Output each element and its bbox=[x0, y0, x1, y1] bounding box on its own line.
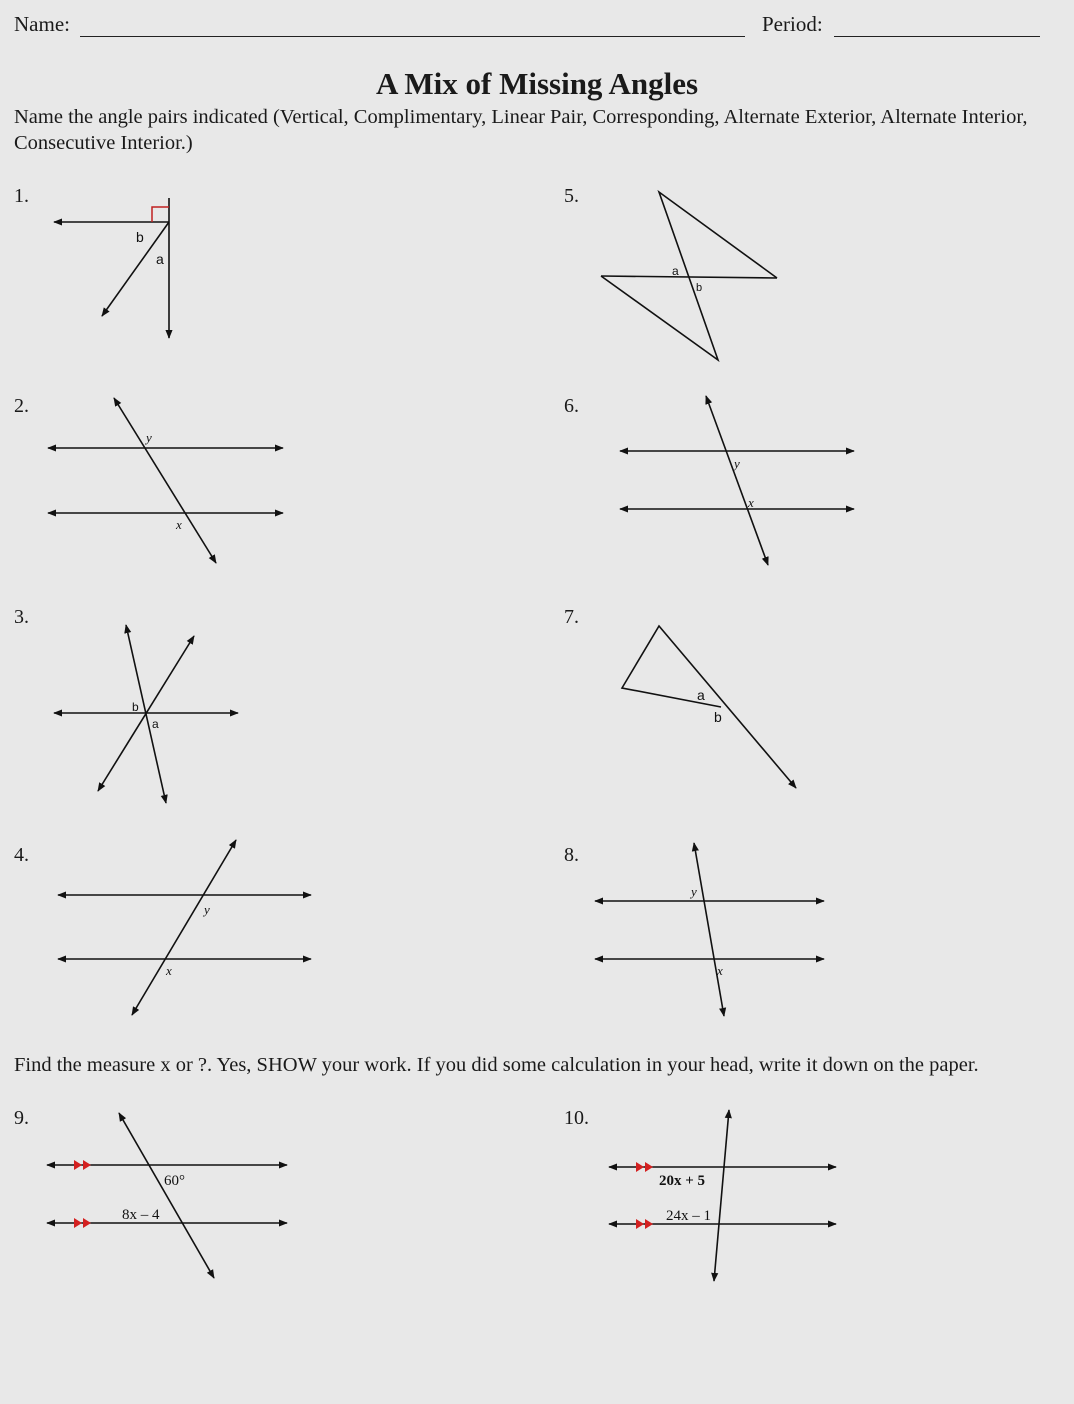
angle-label-8y: y bbox=[691, 884, 697, 899]
angle-label-4y: y bbox=[204, 902, 210, 917]
figure-7-diagram bbox=[622, 626, 796, 788]
right-angle-mark bbox=[152, 207, 169, 222]
angle-label-6y: y bbox=[734, 456, 740, 471]
problem-number-5: 5. bbox=[564, 185, 579, 207]
instructions-find-measure: Find the measure x or ?. Yes, SHOW your work. If you did some calculation in your head, write it down on the paper. bbox=[14, 1054, 979, 1076]
problem-number-8: 8. bbox=[564, 844, 579, 866]
angle-label-3b: b bbox=[132, 700, 139, 714]
worksheet-title: A Mix of Missing Angles bbox=[375, 66, 699, 101]
problem-number-4: 4. bbox=[14, 844, 29, 866]
period-label: Period: bbox=[762, 12, 823, 36]
problem-number-6: 6. bbox=[564, 395, 579, 417]
figure-10-diagram bbox=[609, 1110, 836, 1281]
parallel-marks bbox=[74, 1160, 653, 1229]
angle-label-7a: a bbox=[697, 687, 705, 703]
angle-label-1a: a bbox=[156, 251, 164, 267]
figure-9-diagram bbox=[47, 1113, 287, 1278]
angle-label-9-60deg: 60° bbox=[164, 1173, 185, 1189]
angle-label-5b: b bbox=[696, 282, 703, 294]
figure-1-diagram bbox=[54, 198, 169, 338]
figure-6-diagram bbox=[620, 396, 854, 565]
name-label: Name: bbox=[14, 12, 70, 36]
figure-3-diagram bbox=[54, 625, 238, 803]
angle-label-9-8x-4: 8x – 4 bbox=[122, 1207, 160, 1223]
angle-label-5a: a bbox=[672, 264, 679, 278]
problem-number-10: 10. bbox=[564, 1107, 589, 1129]
angle-label-1b: b bbox=[136, 229, 144, 245]
problem-number-7: 7. bbox=[564, 606, 579, 628]
angle-label-3a: a bbox=[152, 717, 159, 731]
figure-8-diagram bbox=[595, 843, 824, 1016]
angle-label-2y: y bbox=[146, 430, 152, 445]
figure-5-diagram bbox=[601, 192, 777, 360]
angle-label-10-20x+5: 20x + 5 bbox=[659, 1173, 706, 1189]
angle-label-6x: x bbox=[748, 495, 754, 510]
instructions-angle-pairs: Name the angle pairs indicated (Vertical, Complimentary, Linear Pair, Corresponding, Alternate Exterior, Alternate Interior, Consecutive Interior.) bbox=[14, 106, 1028, 154]
angle-label-7b: b bbox=[714, 709, 722, 725]
angle-label-10-24x-1: 24x – 1 bbox=[666, 1208, 711, 1224]
figure-2-diagram bbox=[48, 398, 283, 563]
angle-label-4x: x bbox=[166, 963, 172, 978]
problem-number-9: 9. bbox=[14, 1107, 29, 1129]
problem-number-3: 3. bbox=[14, 606, 29, 628]
problem-number-1: 1. bbox=[14, 185, 29, 207]
problem-number-2: 2. bbox=[14, 395, 29, 417]
angle-label-2x: x bbox=[176, 517, 182, 532]
angle-label-8x: x bbox=[717, 963, 723, 978]
figure-4-diagram bbox=[58, 840, 311, 1015]
